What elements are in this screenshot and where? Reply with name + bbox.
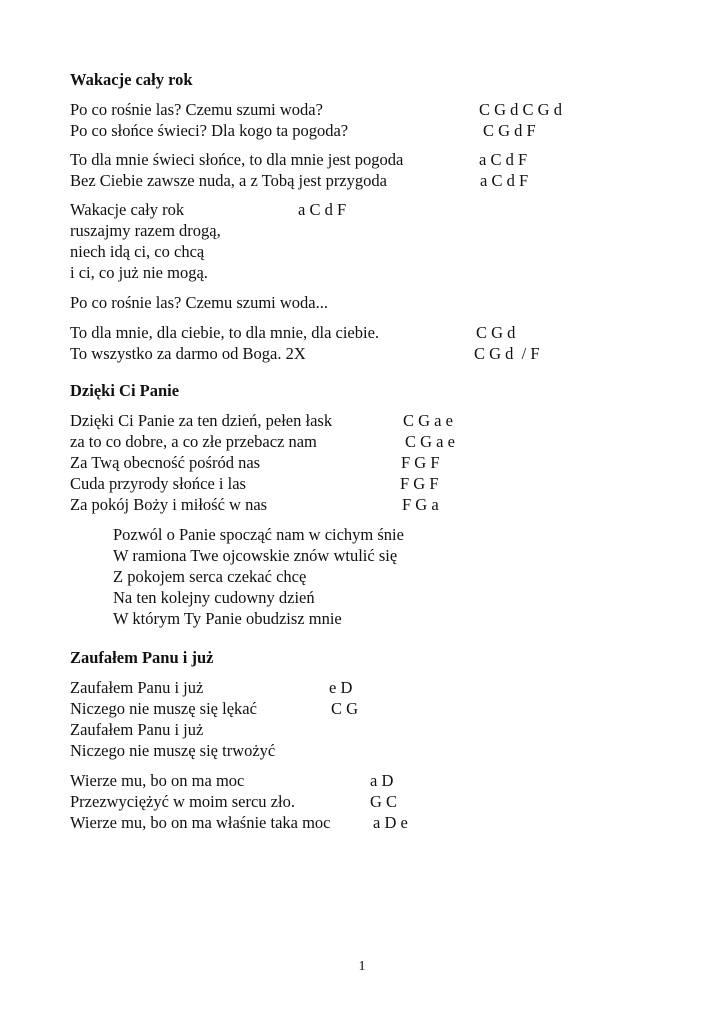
lyric-text: Przezwyciężyć w moim sercu zło. bbox=[70, 792, 295, 811]
lyric-line bbox=[70, 740, 670, 761]
lyric-line bbox=[70, 452, 670, 473]
stanza bbox=[70, 99, 670, 141]
stanza bbox=[70, 322, 670, 364]
stanza bbox=[70, 149, 670, 191]
chord-text: G C bbox=[370, 792, 398, 811]
lyric-line bbox=[70, 545, 670, 566]
lyric-text: Pozwól o Panie spocząć nam w cichym śnie bbox=[113, 525, 404, 544]
lyric-line bbox=[70, 431, 670, 452]
lyric-text: Zaufałem Panu i już bbox=[70, 720, 204, 739]
chord-text: F G F bbox=[401, 453, 440, 472]
lyric-text: Zaufałem Panu i już bbox=[70, 678, 204, 697]
lyric-text: Niczego nie muszę się lękać bbox=[70, 699, 257, 718]
chord-text: a C d F bbox=[480, 171, 529, 190]
lyric-text: Wakacje cały rok bbox=[70, 200, 185, 219]
chord-text: C G a e bbox=[405, 432, 455, 451]
chord-text: C G d bbox=[476, 323, 516, 342]
lyric-line bbox=[70, 698, 670, 719]
stanza bbox=[70, 199, 670, 283]
song-zaufalem-panu bbox=[70, 648, 670, 833]
lyric-line bbox=[70, 677, 670, 698]
chord-text: a D e bbox=[373, 813, 408, 832]
lyric-line bbox=[70, 199, 670, 220]
song-dzieki-ci-panie bbox=[70, 381, 670, 629]
stanza bbox=[70, 292, 670, 313]
lyric-text: Niczego nie muszę się trwożyć bbox=[70, 741, 276, 760]
chord-text: C G a e bbox=[403, 411, 453, 430]
lyric-line bbox=[70, 99, 670, 120]
lyric-text: To wszystko za darmo od Boga. 2X bbox=[70, 344, 306, 363]
lyric-line bbox=[70, 587, 670, 608]
song-wakacje bbox=[70, 70, 670, 364]
chord-text: a D bbox=[370, 771, 394, 790]
lyric-line bbox=[70, 524, 670, 545]
song-title: Dzięki Ci Panie bbox=[70, 381, 180, 400]
lyric-text: Z pokojem serca czekać chcę bbox=[113, 567, 307, 586]
lyric-text: ruszajmy razem drogą, bbox=[70, 221, 221, 240]
chord-text: a C d F bbox=[479, 150, 528, 169]
stanza bbox=[70, 410, 670, 515]
lyric-text: Po co słońce świeci? Dla kogo ta pogoda? bbox=[70, 121, 349, 140]
chord-text: C G d C G d bbox=[479, 100, 562, 119]
lyric-text: Za Twą obecność pośród nas bbox=[70, 453, 261, 472]
chord-text: F G a bbox=[402, 495, 439, 514]
chord-text: C G d F bbox=[483, 121, 536, 140]
lyric-line bbox=[70, 566, 670, 587]
lyric-line bbox=[70, 812, 670, 833]
chord-text: F G F bbox=[400, 474, 439, 493]
lyric-line bbox=[70, 473, 670, 494]
lyric-line bbox=[70, 494, 670, 515]
lyric-text: Wierze mu, bo on ma moc bbox=[70, 771, 245, 790]
lyric-line bbox=[70, 343, 670, 364]
lyric-text: Po co rośnie las? Czemu szumi woda? bbox=[70, 100, 323, 119]
lyric-line bbox=[70, 322, 670, 343]
lyric-line bbox=[70, 791, 670, 812]
stanza bbox=[70, 677, 670, 761]
song-title: Wakacje cały rok bbox=[70, 70, 193, 89]
chord-text: C G d / F bbox=[474, 344, 540, 363]
lyric-line bbox=[70, 120, 670, 141]
lyric-text: niech idą ci, co chcą bbox=[70, 242, 205, 261]
lyric-line bbox=[70, 770, 670, 791]
lyric-line bbox=[70, 220, 670, 241]
lyric-line bbox=[70, 608, 670, 629]
lyric-text: Wierze mu, bo on ma właśnie taka moc bbox=[70, 813, 331, 832]
song-title: Zaufałem Panu i już bbox=[70, 648, 214, 667]
page-number: 1 bbox=[358, 959, 366, 974]
lyric-text: Dzięki Ci Panie za ten dzień, pełen łask bbox=[70, 411, 333, 430]
lyric-text: Po co rośnie las? Czemu szumi woda... bbox=[70, 293, 328, 312]
lyric-text: To dla mnie świeci słońce, to dla mnie jest pogoda bbox=[70, 150, 404, 169]
lyric-text: W którym Ty Panie obudzisz mnie bbox=[113, 609, 342, 628]
lyric-line bbox=[70, 719, 670, 740]
lyric-text: za to co dobre, a co złe przebacz nam bbox=[70, 432, 317, 451]
chord-text: C G bbox=[331, 699, 359, 718]
lyric-line bbox=[70, 292, 670, 313]
refrain bbox=[70, 524, 670, 629]
lyric-text: Bez Ciebie zawsze nuda, a z Tobą jest przygoda bbox=[70, 171, 387, 190]
lyric-line bbox=[70, 410, 670, 431]
lyric-line bbox=[70, 149, 670, 170]
lyric-text: i ci, co już nie mogą. bbox=[70, 263, 208, 282]
lyric-text: W ramiona Twe ojcowskie znów wtulić się bbox=[113, 546, 398, 565]
lyric-line bbox=[70, 262, 670, 283]
lyric-line bbox=[70, 170, 670, 191]
lyric-text: Na ten kolejny cudowny dzień bbox=[113, 588, 315, 607]
stanza bbox=[70, 770, 670, 833]
lyric-text: Za pokój Boży i miłość w nas bbox=[70, 495, 268, 514]
chord-text: a C d F bbox=[298, 200, 347, 219]
lyric-text: Cuda przyrody słońce i las bbox=[70, 474, 246, 493]
lyric-line bbox=[70, 241, 670, 262]
chord-text: e D bbox=[329, 678, 353, 697]
lyric-text: To dla mnie, dla ciebie, to dla mnie, dla ciebie. bbox=[70, 323, 380, 342]
